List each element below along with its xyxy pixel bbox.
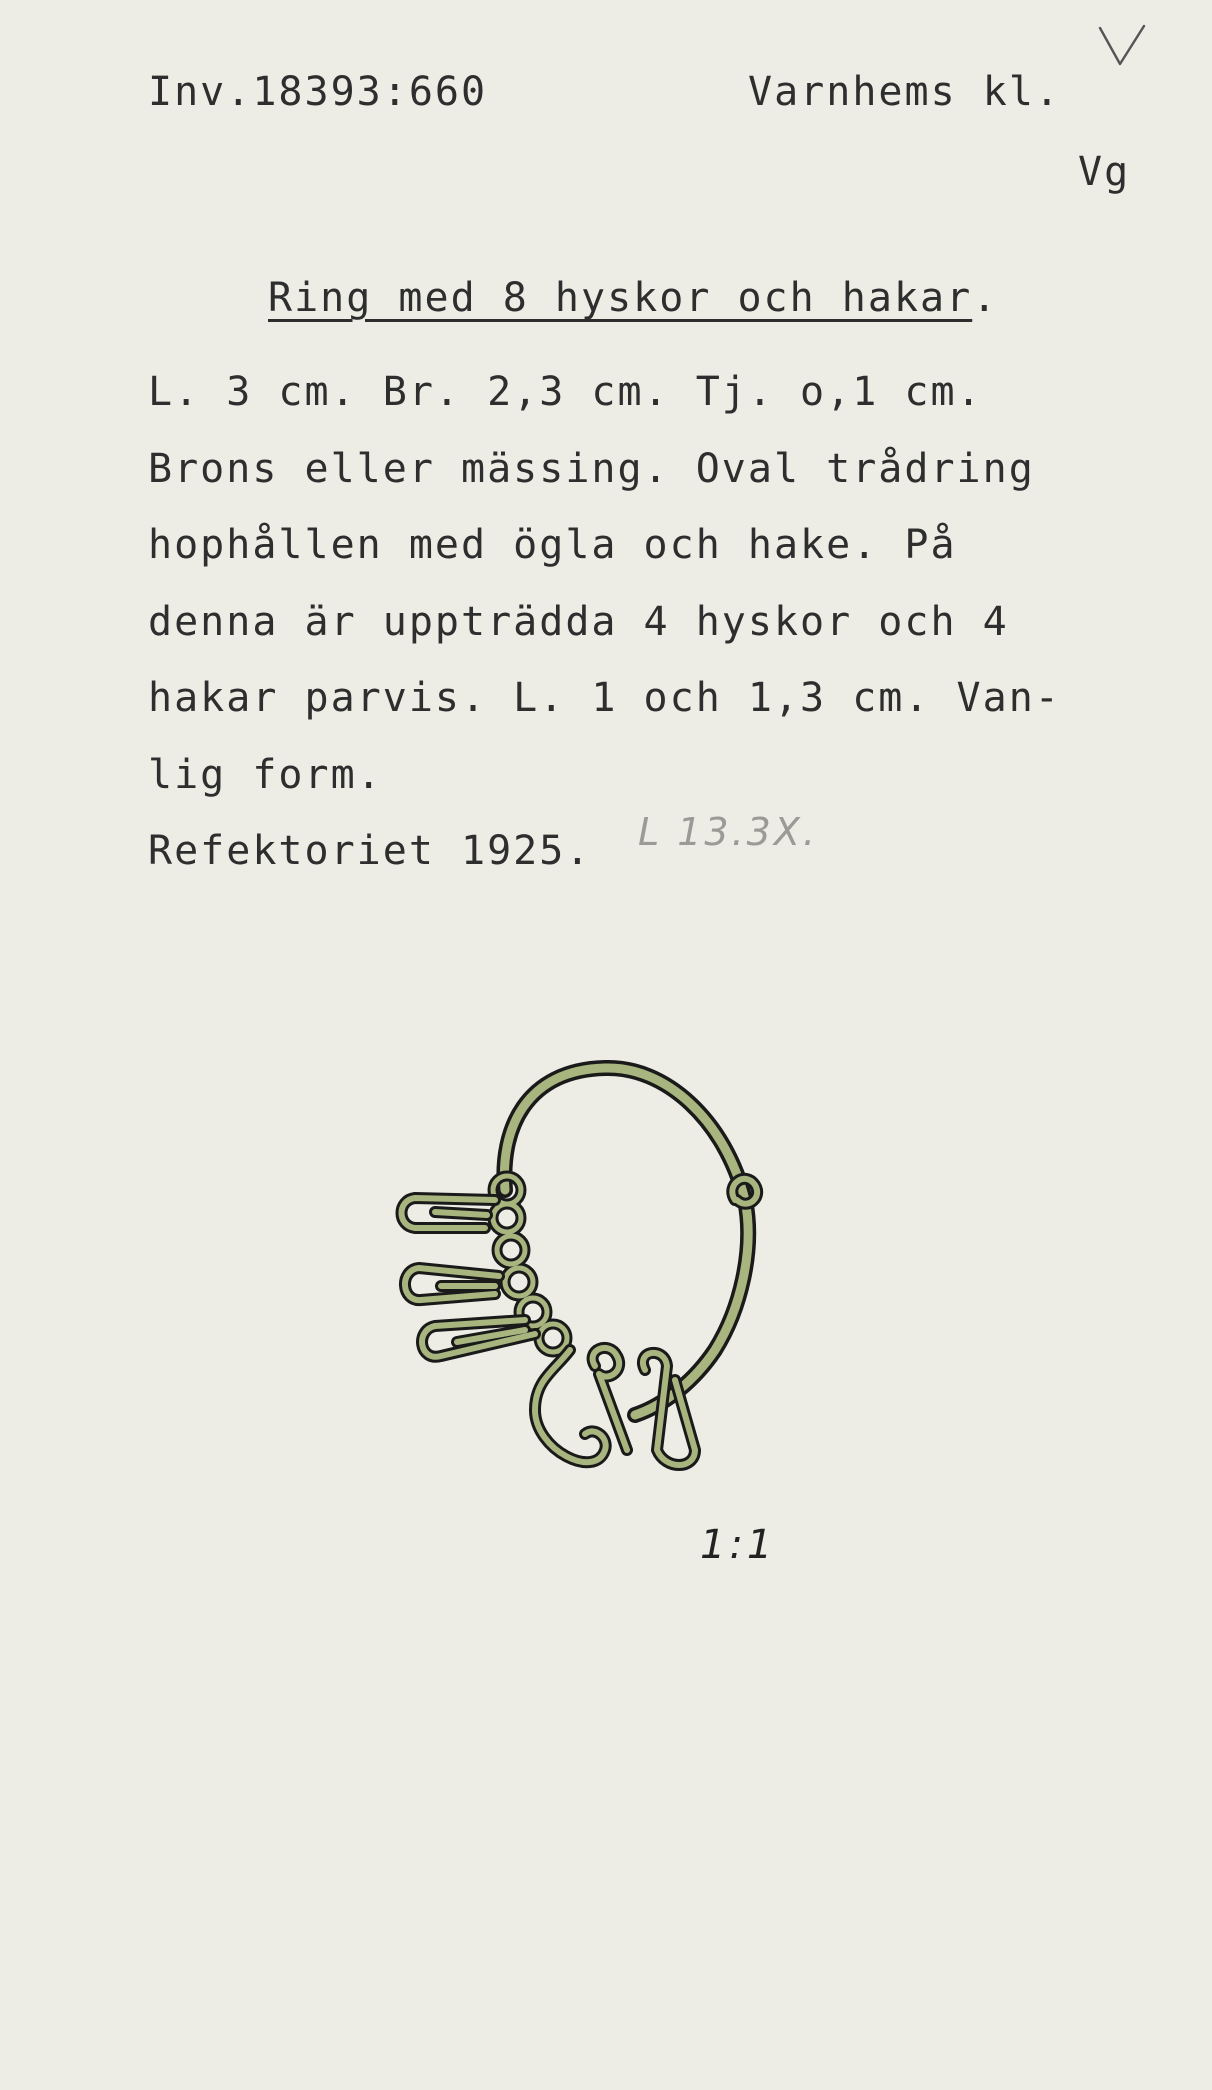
description-line: hophållen med ögla och hake. På: [148, 522, 957, 568]
check-mark-icon: [1098, 24, 1148, 70]
description-line: lig form.: [148, 751, 383, 798]
title-period: .: [972, 275, 999, 321]
description-line: denna är uppträdda 4 hyskor och 4: [148, 598, 1009, 645]
region-label: Vg: [1078, 149, 1131, 195]
scale-label: 1:1: [700, 1522, 777, 1568]
location-label: Varnhems kl.: [748, 69, 1061, 115]
ring-with-hooks-and-eyes-drawing: [395, 1050, 795, 1530]
description-line: Brons eller mässing. Oval trådring: [148, 445, 1035, 492]
description-line: hakar parvis. L. 1 och 1,3 cm. Van-: [148, 675, 1061, 721]
description-line: Refektoriet 1925.: [148, 828, 592, 874]
description-line: L. 3 cm. Br. 2,3 cm. Tj. o,1 cm.: [148, 369, 983, 415]
handwritten-note: L 13.3X.: [638, 810, 818, 854]
description: [148, 354, 1061, 890]
inventory-number: Inv.18393:660: [148, 69, 488, 115]
card-title: [268, 275, 999, 321]
title-text: Ring med 8 hyskor och hakar: [268, 275, 973, 321]
